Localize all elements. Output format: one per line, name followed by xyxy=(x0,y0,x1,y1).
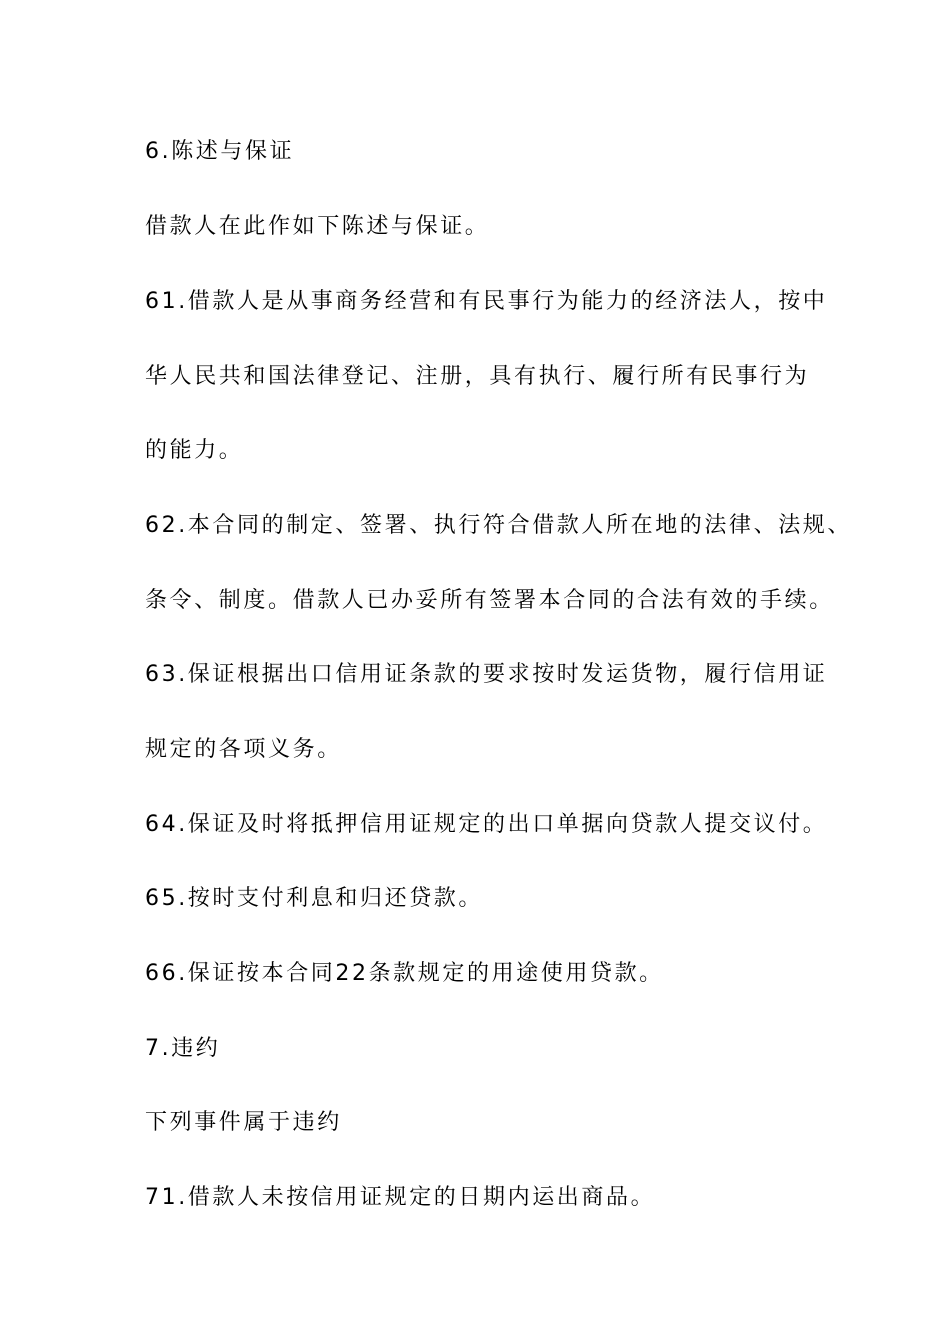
clause-61-line-2: 华人民共和国法律登记、注册，具有执行、履行所有民事行为 xyxy=(145,364,810,389)
clause-62-line-1: 62.本合同的制定、签署、执行符合借款人所在地的法律、法规、 xyxy=(145,513,852,538)
section-7-intro: 下列事件属于违约 xyxy=(145,1110,342,1135)
section-6-intro: 借款人在此作如下陈述与保证。 xyxy=(145,214,490,239)
section-7-heading: 7.违约 xyxy=(145,1036,221,1061)
clause-71: 71.借款人未按信用证规定的日期内运出商品。 xyxy=(145,1185,656,1210)
clause-63-line-2: 规定的各项义务。 xyxy=(145,737,342,762)
clause-61-line-3: 的能力。 xyxy=(145,438,244,463)
clause-64: 64.保证及时将抵押信用证规定的出口单据向贷款人提交议付。 xyxy=(145,812,828,837)
clause-66: 66.保证按本合同22条款规定的用途使用贷款。 xyxy=(145,961,664,986)
clause-61-line-1: 61.借款人是从事商务经营和有民事行为能力的经济法人，按中 xyxy=(145,289,828,314)
clause-63-line-1: 63.保证根据出口信用证条款的要求按时发运货物，履行信用证 xyxy=(145,662,828,687)
clause-65: 65.按时支付利息和归还贷款。 xyxy=(145,886,483,911)
section-6-heading: 6.陈述与保证 xyxy=(145,139,295,164)
clause-62-line-2: 条令、制度。借款人已办妥所有签署本合同的合法有效的手续。 xyxy=(145,588,834,613)
